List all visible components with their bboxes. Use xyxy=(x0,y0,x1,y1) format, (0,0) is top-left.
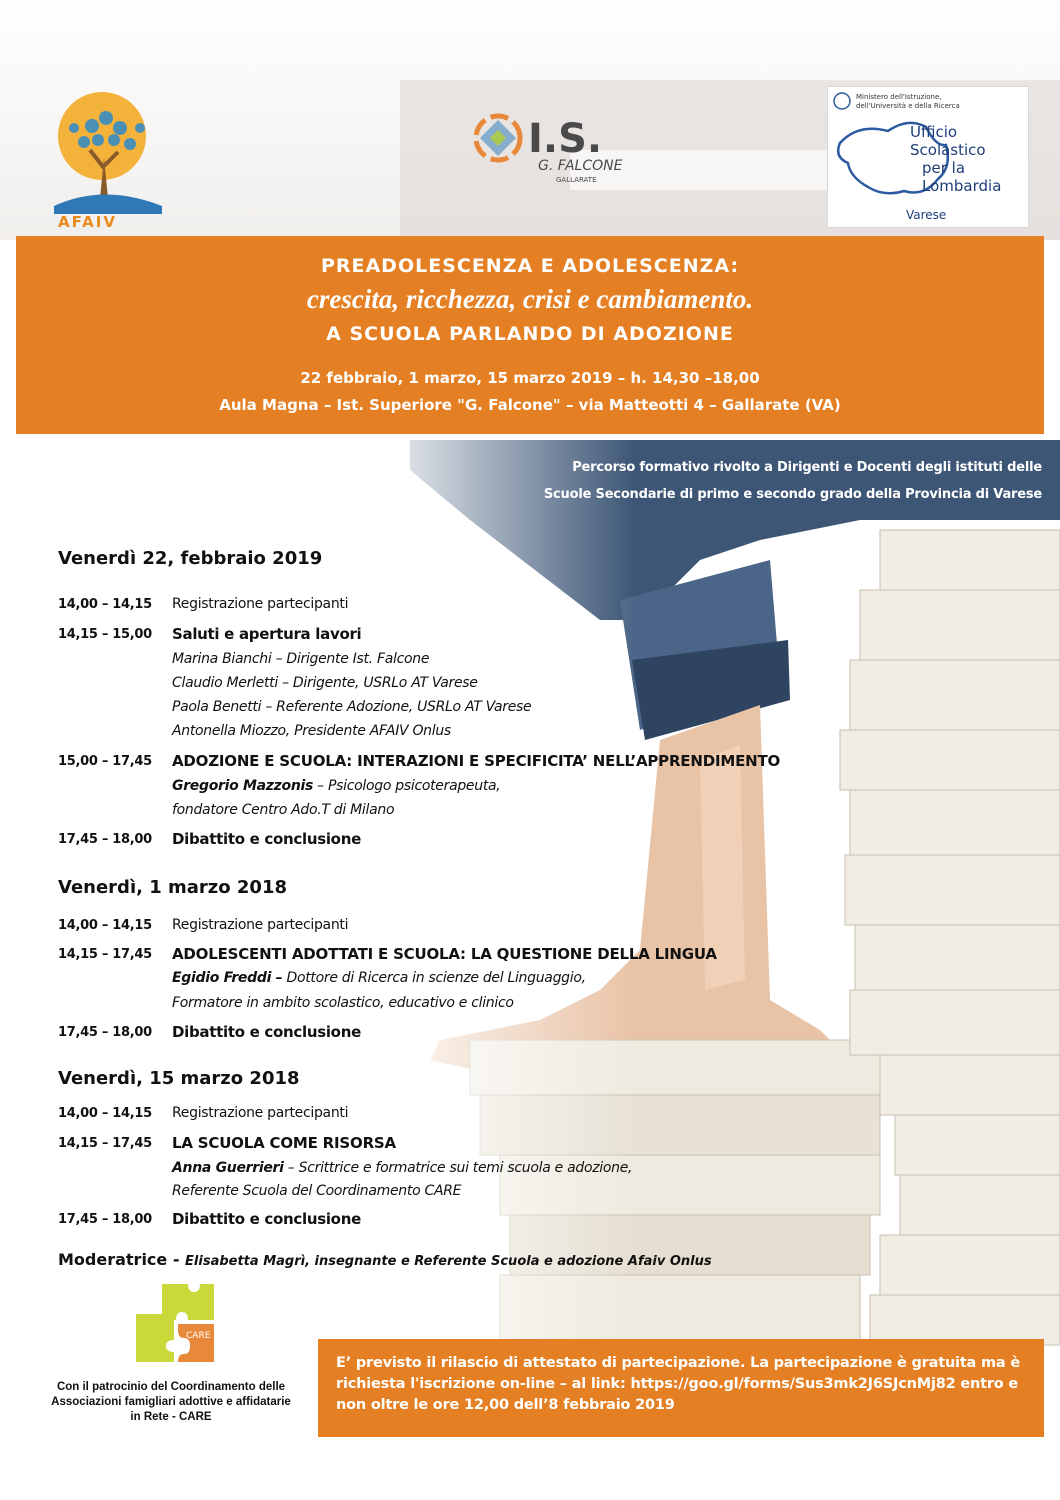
svg-text:Ufficio: Ufficio xyxy=(910,123,958,141)
afaiv-logo xyxy=(44,88,174,228)
registration-text: E’ previsto il rilascio di attestato di partecipazione. La partecipazione è gratuita ma è richiesta l'iscrizione on-line – al link: https://goo.gl/forms/Sus3mk2J6SJcnMj82 entro e non oltre le ore 12,00 dell’8 febbraio 2019 xyxy=(336,1355,1020,1413)
day-3-time-1: 14,00 – 14,15 xyxy=(58,1106,152,1121)
svg-text:Varese: Varese xyxy=(906,208,947,222)
day-1-speaker-1: Marina Bianchi – Dirigente Ist. Falcone xyxy=(172,651,430,667)
usr-lombardia-logo xyxy=(827,86,1029,228)
day-1-time-2: 14,15 – 15,00 xyxy=(58,627,152,642)
day-1-speaker-3: Paola Benetti – Referente Adozione, USRLo AT Varese xyxy=(172,699,532,715)
day-1-time-1: 14,00 – 14,15 xyxy=(58,597,152,612)
svg-text:Ministero dell'Istruzione,: Ministero dell'Istruzione, xyxy=(856,93,942,101)
day-3-item-1: Registrazione partecipanti xyxy=(172,1105,349,1121)
day-1-speaker-4: Antonella Miozzo, Presidente AFAIV Onlus xyxy=(172,723,451,739)
day-2-speaker-2: Formatore in ambito scolastico, educativo e clinico xyxy=(172,995,514,1011)
care-patronage-note: Con il patrocinio del Coordinamento delle Associazioni famigliari adottive e affidatarie in Rete - CARE xyxy=(51,1381,291,1423)
svg-text:GALLARATE: GALLARATE xyxy=(556,176,597,184)
day-3-speaker-2: Referente Scuola del Coordinamento CARE xyxy=(172,1183,462,1199)
day-2-item-1: Registrazione partecipanti xyxy=(172,917,349,933)
day-1-speaker-6: fondatore Centro Ado.T di Milano xyxy=(172,802,395,818)
banner-heading: A SCUOLA PARLANDO DI ADOZIONE xyxy=(326,323,734,345)
care-puzzle-logo xyxy=(132,1280,218,1364)
day-1-speaker-5: Gregorio Mazzonis – Psicologo psicoterapeuta, xyxy=(172,778,501,794)
is-falcone-logo xyxy=(470,108,660,188)
moderator xyxy=(58,1250,712,1269)
day-3-title: Venerdì, 15 marzo 2018 xyxy=(58,1068,300,1089)
svg-text:per la: per la xyxy=(922,159,966,177)
banner-subtitle: crescita, ricchezza, crisi e cambiamento. xyxy=(306,284,754,314)
day-3-speaker-1: Anna Guerrieri – Scrittrice e formatrice sui temi scuola e adozione, xyxy=(172,1160,633,1176)
day-3-item-3: Dibattito e conclusione xyxy=(172,1210,361,1228)
day-2-time-1: 14,00 – 14,15 xyxy=(58,918,152,933)
banner-dates: 22 febbraio, 1 marzo, 15 marzo 2019 – h. 14,30 –18,00 xyxy=(300,369,760,387)
svg-text:CARE: CARE xyxy=(186,1331,211,1341)
day-2-time-3: 17,45 – 18,00 xyxy=(58,1025,152,1040)
intro-line-1: Percorso formativo rivolto a Dirigenti e Docenti degli istituti delle xyxy=(572,460,1042,475)
day-1-title: Venerdì 22, febbraio 2019 xyxy=(58,548,323,569)
day-2-title: Venerdì, 1 marzo 2018 xyxy=(58,877,287,898)
svg-text:G. FALCONE: G. FALCONE xyxy=(538,158,623,174)
registration-box xyxy=(318,1339,1044,1437)
svg-text:I.S.: I.S. xyxy=(528,116,603,162)
day-2-item-2: ADOLESCENTI ADOTTATI E SCUOLA: LA QUESTIONE DELLA LINGUA xyxy=(172,945,717,963)
moderator-text: Elisabetta Magrì, insegnante e Referente Scuola e adozione Afaiv Onlus xyxy=(185,1254,712,1269)
day-1-time-3: 15,00 – 17,45 xyxy=(58,754,152,769)
svg-text:Lombardia: Lombardia xyxy=(922,177,1002,195)
day-1-item-1: Registrazione partecipanti xyxy=(172,596,349,612)
svg-text:Scolastico: Scolastico xyxy=(910,141,986,159)
day-1-time-4: 17,45 – 18,00 xyxy=(58,832,152,847)
day-2-time-2: 14,15 – 17,45 xyxy=(58,947,152,962)
day-2-speaker-1: Egidio Freddi – Dottore di Ricerca in scienze del Linguaggio, xyxy=(172,970,586,986)
banner-title: PREADOLESCENZA E ADOLESCENZA: xyxy=(320,255,740,277)
day-3-item-2: LA SCUOLA COME RISORSA xyxy=(172,1134,396,1152)
day-1-speaker-2: Claudio Merletti – Dirigente, USRLo AT Varese xyxy=(172,675,478,691)
afaiv-logo-text: AFAIV xyxy=(58,213,117,228)
title-banner xyxy=(16,236,1044,434)
day-1-item-2: Saluti e apertura lavori xyxy=(172,625,362,643)
moderator-label: Moderatrice - xyxy=(58,1250,186,1269)
svg-text:dell'Università e della Ricerc: dell'Università e della Ricerca xyxy=(856,102,960,110)
day-3-time-2: 14,15 – 17,45 xyxy=(58,1136,152,1151)
intro-line-2: Scuole Secondarie di primo e secondo grado della Provincia di Varese xyxy=(543,487,1042,502)
day-3-time-3: 17,45 – 18,00 xyxy=(58,1212,152,1227)
day-2-item-3: Dibattito e conclusione xyxy=(172,1023,361,1041)
day-1-item-3: ADOZIONE E SCUOLA: INTERAZIONI E SPECIFICITA’ NELL’APPRENDIMENTO xyxy=(172,752,781,770)
intro-text xyxy=(544,454,1042,508)
day-1-item-4: Dibattito e conclusione xyxy=(172,830,361,848)
banner-venue: Aula Magna – Ist. Superiore "G. Falcone" – via Matteotti 4 – Gallarate (VA) xyxy=(219,396,841,414)
